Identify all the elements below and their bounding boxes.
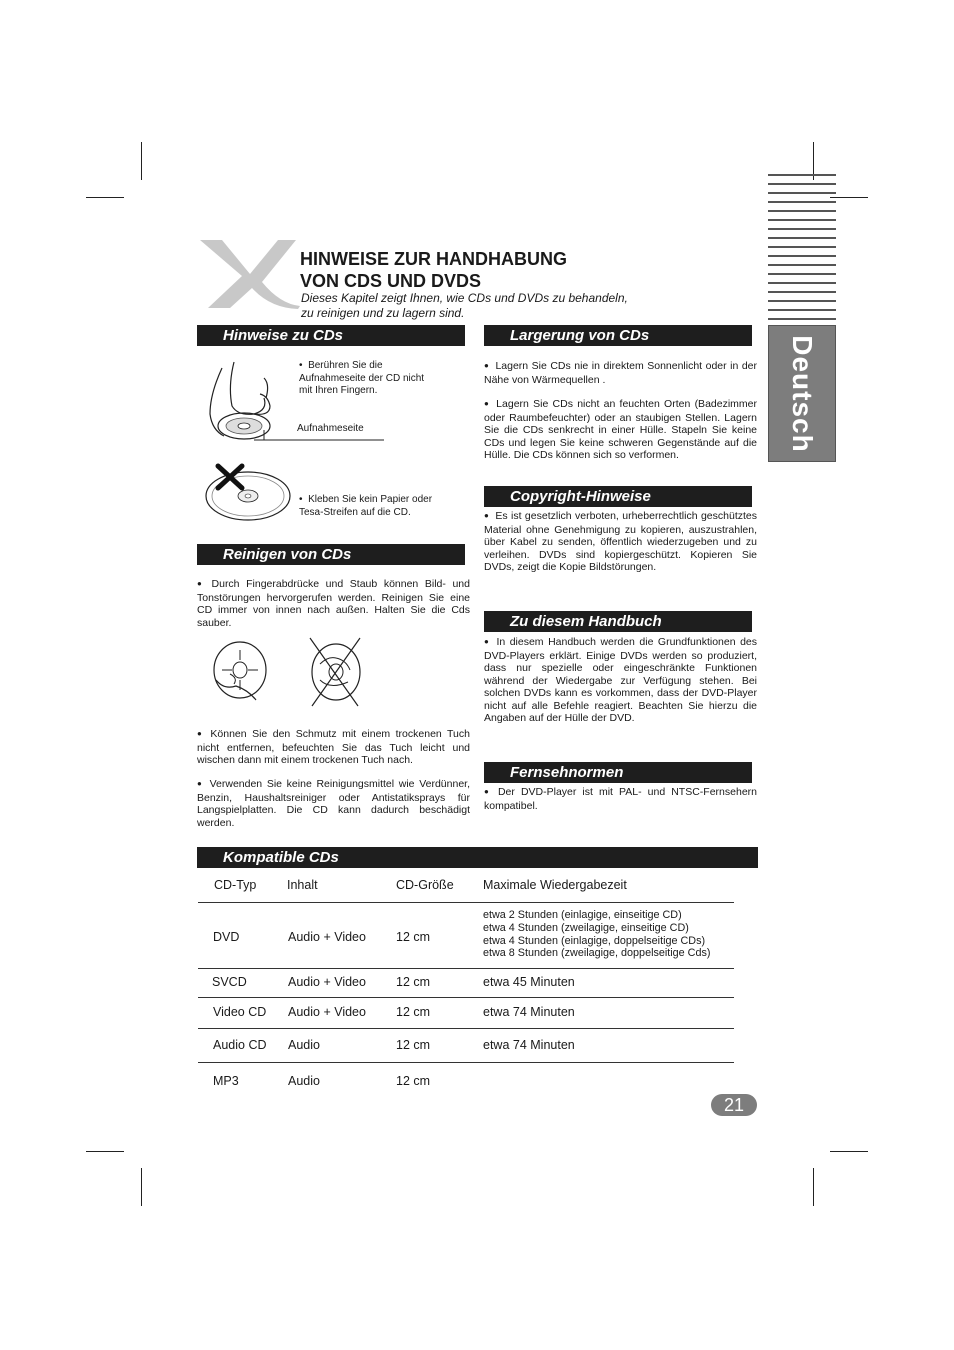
- cell-content: Audio + Video: [288, 975, 366, 989]
- page-number: 21: [711, 1094, 757, 1116]
- tape-note-line2: Tesa-Streifen auf die CD.: [299, 506, 411, 518]
- table-divider: [198, 902, 734, 903]
- bar-hatch: [716, 847, 758, 868]
- cell-type: Audio CD: [213, 1038, 267, 1052]
- page-title-line2: VON CDS UND DVDS: [300, 271, 482, 291]
- touch-note-line2: Aufnahmeseite der CD nicht: [299, 372, 425, 384]
- crop-mark: [813, 1168, 814, 1206]
- tape-note: [299, 494, 469, 519]
- intro-line2: zu reinigen und zu lagern sind.: [301, 306, 465, 320]
- cell-content: Audio: [288, 1074, 320, 1088]
- section-bar-storage: [484, 325, 752, 346]
- section-bar-cds: [197, 325, 465, 346]
- bar-hatch: [710, 325, 752, 346]
- crop-mark: [141, 142, 142, 180]
- section-bar-cleaning: [197, 544, 465, 565]
- table-divider: [198, 1062, 734, 1063]
- cleaning-paragraph-2: ● Können Sie den Schmutz mit einem trockenen Tuch nicht entfernen, befeuchten Sie das Tuch leicht und wischen dann mit einem trockenen Tuch nach.: [197, 728, 470, 767]
- side-tab-stripes: [768, 174, 836, 322]
- cell-size: 12 cm: [396, 1074, 431, 1088]
- cell-time: etwa 45 Minuten: [483, 975, 575, 989]
- cleaning-correct-illustration: [210, 634, 272, 704]
- section-bar-compat: [197, 847, 758, 868]
- manual-paragraph: ● In diesem Handbuch werden die Grundfunktionen des DVD-Players erklärt. Einige DVDs werden so produziert, dass nur spezielle oder eingeschränkte Funktionen während der Wiedergabe zur Verfügung stehen. Bei solchen DVDs kann es vorkommen, dass der DVD-Player nicht auf alle Befehle reagiert. Beachten Sie hierzu die Angaben auf der Hülle der DVD.: [484, 636, 757, 725]
- cell-type: MP3: [213, 1074, 239, 1088]
- cell-size: 12 cm: [396, 1038, 431, 1052]
- section-heading-manual: Zu diesem Handbuch: [510, 613, 662, 630]
- cd-crossed-out-illustration: [202, 462, 292, 524]
- language-tab-label: Deutsch: [787, 334, 818, 453]
- bar-hatch: [423, 544, 465, 565]
- cleaning-paragraph-1: ● Durch Fingerabdrücke und Staub können Bild- und Tonstörungen hervorgerufen werden. Reinigen Sie eine CD immer von innen nach außen. Halten Sie die Cds sauber.: [197, 578, 470, 629]
- section-heading-compat: Kompatible CDs: [223, 849, 339, 866]
- time-line: etwa 4 Stunden (zweilagige, einseitige CD): [483, 921, 689, 934]
- table-header-time: Maximale Wiedergabezeit: [483, 878, 627, 892]
- cell-type: Video CD: [213, 1005, 267, 1019]
- bar-hatch: [710, 486, 752, 507]
- table-divider: [198, 1028, 734, 1029]
- section-heading-tv: Fernsehnormen: [510, 764, 624, 781]
- table-header-size: CD-Größe: [396, 878, 454, 892]
- cell-content: Audio: [288, 1038, 320, 1052]
- crop-mark: [86, 1151, 124, 1152]
- cleaning-wrong-illustration: [306, 634, 364, 710]
- time-line: etwa 8 Stunden (zweilagige, doppelseitige Cds): [483, 947, 711, 960]
- section-bar-manual: [484, 611, 752, 632]
- cell-content: Audio + Video: [288, 1005, 366, 1019]
- copyright-paragraph: ● Es ist gesetzlich verboten, urheberrechtlich geschütztes Material ohne Genehmigung zu kopieren, auszustrahlen, über Kabel zu senden, öffentlich wiederzugeben und zu verleihen. DVDs sind kopiergeschützt. Kopieren Sie DVDs, zeigt die Kopie Bildstörungen.: [484, 510, 757, 574]
- page-title-line1: HINWEISE ZUR HANDHABUNG: [300, 249, 567, 269]
- table-divider: [198, 968, 734, 969]
- table-header-type: CD-Typ: [214, 878, 257, 892]
- crop-mark: [830, 1151, 868, 1152]
- touch-note-line3: mit Ihren Fingern.: [299, 385, 378, 396]
- section-heading-cds: Hinweise zu CDs: [223, 327, 344, 344]
- cell-time: etwa 74 Minuten: [483, 1038, 575, 1052]
- crop-mark: [141, 1168, 142, 1206]
- language-tab: [768, 325, 836, 462]
- touch-note-bullet: •: [299, 360, 303, 371]
- section-bar-tv: [484, 762, 752, 783]
- page-title: [300, 248, 567, 292]
- storage-paragraph-2: ● Lagern Sie CDs nicht an feuchten Orten (Badezimmer oder Raumbefeuchter) oder an staubigen Stellen. Lagern Sie die CDs senkrecht in einer Hülle. Stapeln Sie keine CDs und legen Sie keine schweren Gegenstände auf die Hülle. Die CDs können sich so verformen.: [484, 398, 757, 462]
- bar-hatch: [423, 325, 465, 346]
- touch-note-line1: Berühren Sie die: [308, 360, 383, 371]
- cell-time: etwa 74 Minuten: [483, 1005, 575, 1019]
- cell-size: 12 cm: [396, 975, 431, 989]
- crop-mark: [86, 197, 124, 198]
- time-line: etwa 4 Stunden (einlagige, doppelseitige CDs): [483, 934, 706, 947]
- table-header-content: Inhalt: [287, 878, 318, 892]
- tv-paragraph: ● Der DVD-Player ist mit PAL- und NTSC-Fernsehern kompatibel.: [484, 786, 757, 812]
- aufnahmeseite-label: Aufnahmeseite: [297, 423, 364, 434]
- intro-line1: Dieses Kapitel zeigt Ihnen, wie CDs und DVDs zu behandeln,: [301, 291, 628, 305]
- cell-size: 12 cm: [396, 930, 431, 944]
- brand-x-logo: [192, 238, 302, 310]
- time-line: etwa 2 Stunden (einlagige, einseitige CD): [483, 909, 682, 921]
- cell-type: SVCD: [212, 975, 247, 989]
- intro-text: [301, 291, 628, 321]
- cell-type: DVD: [213, 930, 240, 944]
- section-heading-cleaning: Reinigen von CDs: [223, 546, 352, 563]
- tape-note-line1: Kleben Sie kein Papier oder: [308, 494, 433, 505]
- cell-content: Audio + Video: [288, 930, 366, 944]
- cleaning-paragraph-3: ● Verwenden Sie keine Reinigungsmittel wie Verdünner, Benzin, Haushaltsreiniger oder Antistatiksprays für Langspielplatten. Die CD kann dadurch beschädigt werden.: [197, 778, 470, 829]
- storage-paragraph-1: ● Lagern Sie CDs nie in direktem Sonnenlicht oder in der Nähe von Wärmequellen .: [484, 360, 757, 386]
- table-divider: [198, 997, 734, 998]
- tape-note-bullet: •: [299, 494, 303, 505]
- bar-hatch: [710, 611, 752, 632]
- cell-time-multiline: [483, 909, 710, 960]
- section-heading-storage: Largerung von CDs: [510, 327, 650, 344]
- bar-hatch: [710, 762, 752, 783]
- section-bar-copyright: [484, 486, 752, 507]
- section-heading-copyright: Copyright-Hinweise: [510, 488, 651, 505]
- touch-note: [299, 360, 469, 398]
- cell-size: 12 cm: [396, 1005, 431, 1019]
